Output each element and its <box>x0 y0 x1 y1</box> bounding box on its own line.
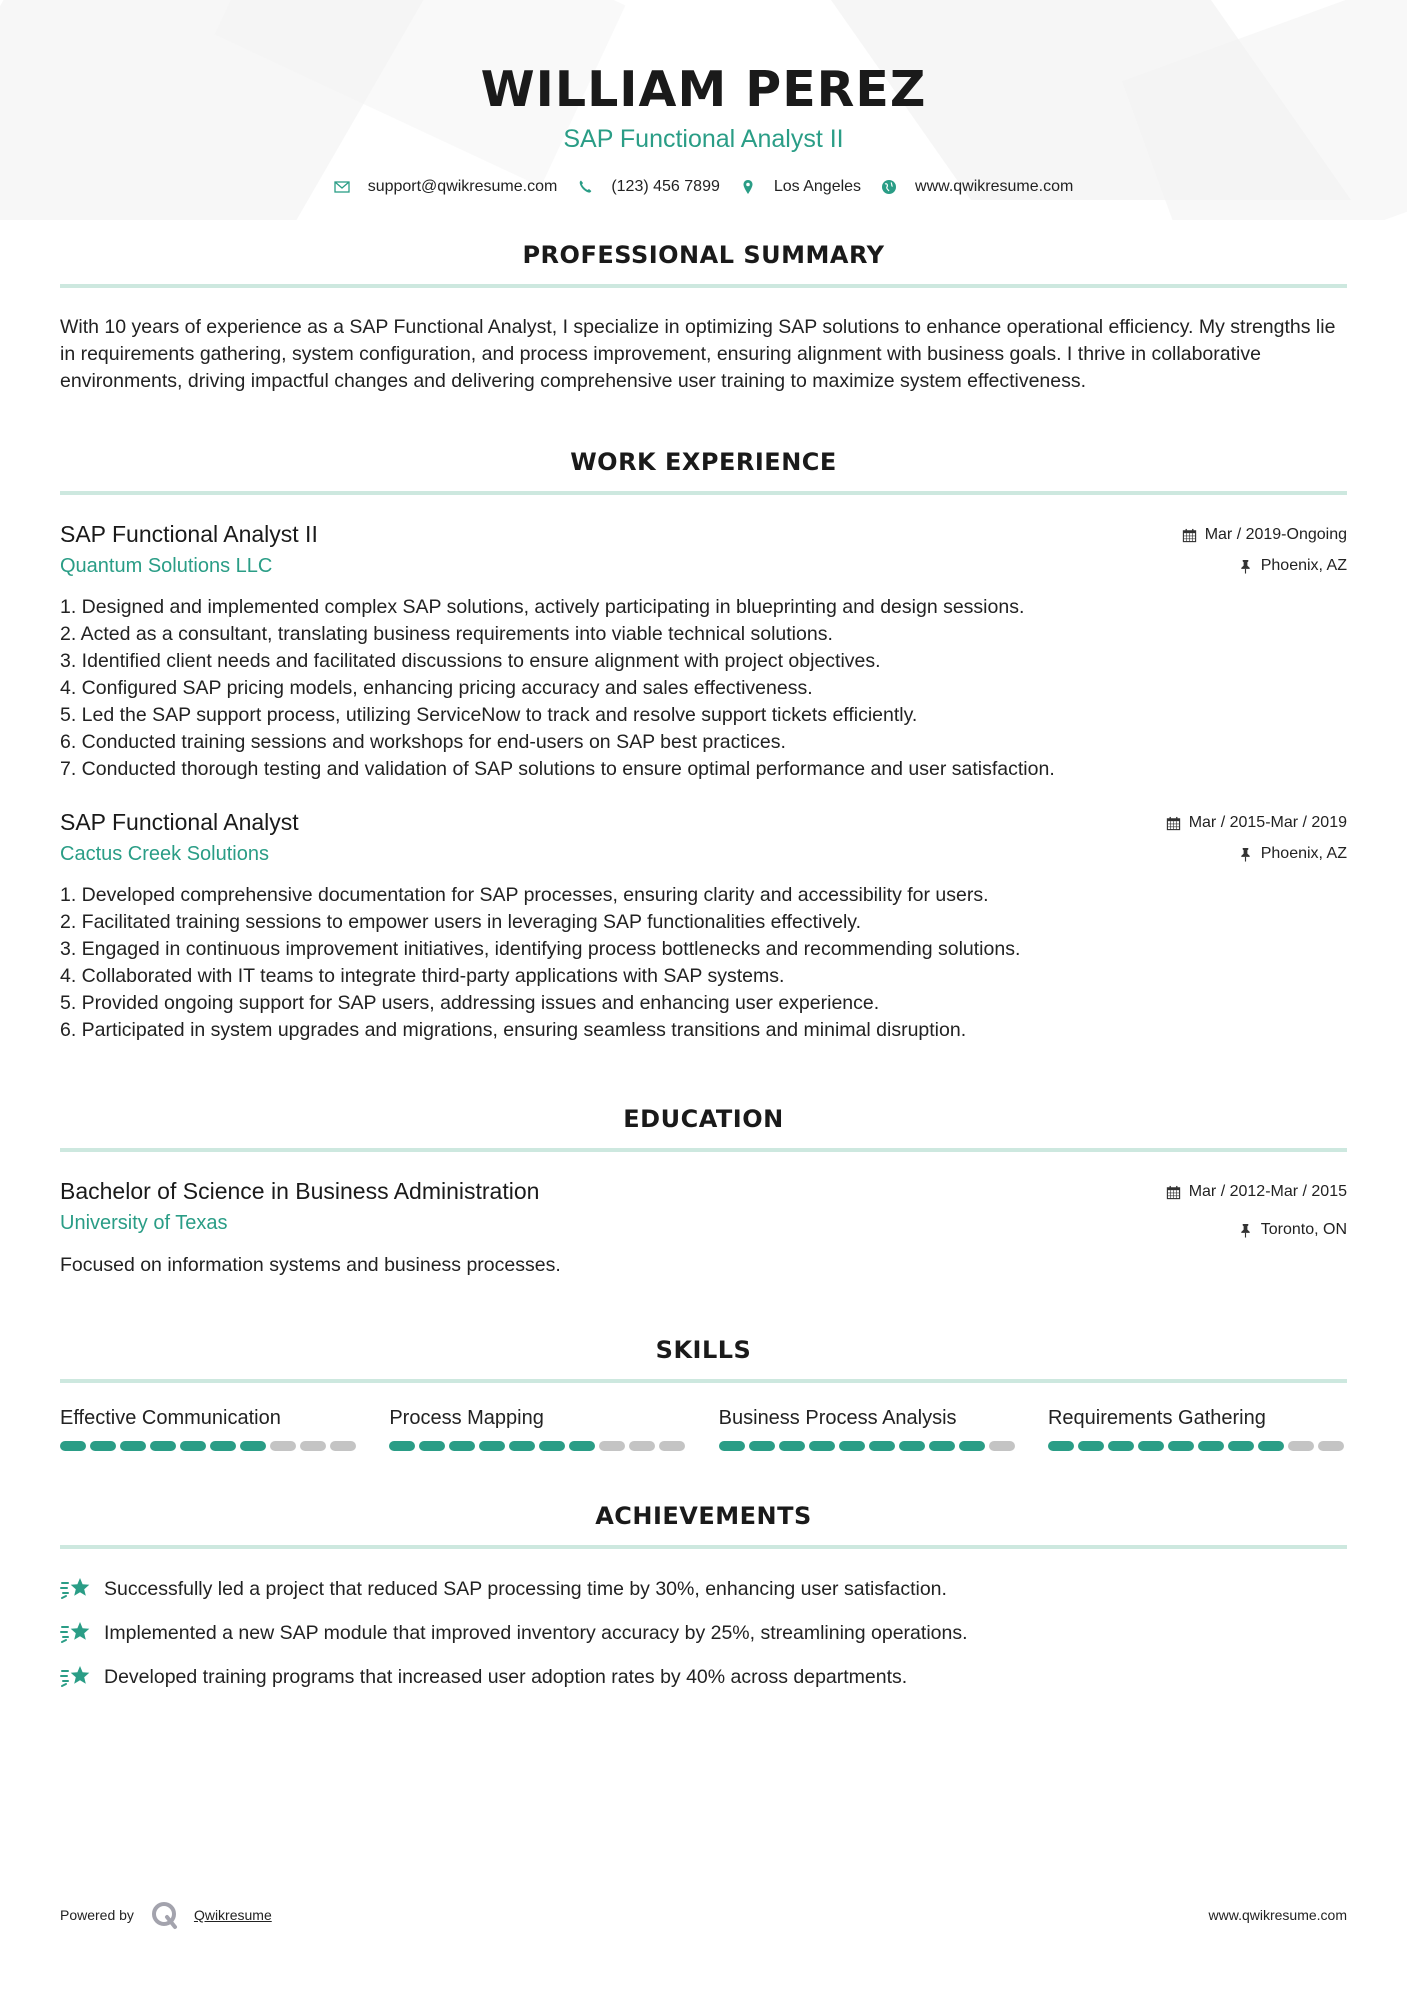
section-title-summary: PROFESSIONAL SUMMARY <box>522 241 885 269</box>
skill-dot <box>150 1441 176 1451</box>
skill-dot <box>1108 1441 1134 1451</box>
footer-website[interactable]: www.qwikresume.com <box>1208 1907 1347 1923</box>
job-entry <box>60 807 1347 1044</box>
skill-dot <box>869 1441 895 1451</box>
section-title-achievements: ACHIEVEMENTS <box>595 1502 812 1530</box>
skill-dot <box>899 1441 925 1451</box>
skill-dot <box>509 1441 535 1451</box>
job-bullet: 5. Provided ongoing support for SAP users, addressing issues and enhancing user experience. <box>60 992 880 1014</box>
section-divider <box>60 1379 1347 1383</box>
calendar-icon <box>1166 816 1181 831</box>
education-header <box>60 1176 1347 1240</box>
job-company: Quantum Solutions LLC <box>60 555 273 577</box>
contact-phone[interactable] <box>577 178 720 196</box>
skill-dot <box>60 1441 86 1451</box>
qwikresume-link[interactable]: Qwikresume <box>193 1907 272 1923</box>
powered-by <box>60 1900 272 1930</box>
skill-dot <box>659 1441 685 1451</box>
job-location: Phoenix, AZ <box>1260 557 1347 574</box>
envelope-icon <box>334 179 350 195</box>
shooting-star-icon <box>60 1575 92 1603</box>
skill-dot <box>120 1441 146 1451</box>
skill-dot <box>959 1441 985 1451</box>
globe-icon <box>881 179 897 195</box>
summary-text: With 10 years of experience as a SAP Functional Analyst, I specialize in optimizing SAP solutions to enhance operational efficiency. My strengths lie in requirements gathering, system configuration, and process improvement, ensuring alignment with business goals. I thrive in collaborative environments, driving impactful changes and delivering comprehensive user training to maximize system effectiveness. <box>60 316 1336 392</box>
skill-dot <box>1198 1441 1224 1451</box>
calendar-icon <box>1166 1185 1181 1200</box>
job-bullets <box>60 882 1347 1044</box>
map-pin-icon <box>740 179 756 195</box>
skills-grid <box>60 1405 1347 1451</box>
section-divider <box>60 284 1347 288</box>
skill-dot <box>180 1441 206 1451</box>
achievement-item <box>60 1655 1347 1699</box>
skill-name: Business Process Analysis <box>718 1407 957 1429</box>
skill-name: Process Mapping <box>389 1407 544 1429</box>
education-entry <box>60 1176 1347 1279</box>
job-header <box>60 807 1347 868</box>
skill-dot <box>449 1441 475 1451</box>
skill-dot <box>839 1441 865 1451</box>
skill-rating <box>719 1441 1018 1451</box>
skill-item <box>389 1405 688 1451</box>
skill-dot <box>330 1441 356 1451</box>
job-bullet: 2. Acted as a consultant, translating business requirements into viable technical solutions. <box>60 623 833 645</box>
section-title-education: EDUCATION <box>623 1105 784 1133</box>
job-title: SAP Functional Analyst <box>60 809 299 835</box>
skill-dot <box>240 1441 266 1451</box>
contact-website[interactable] <box>881 178 1073 196</box>
job-location: Phoenix, AZ <box>1260 845 1347 862</box>
section-divider <box>60 491 1347 495</box>
education-meta <box>1166 1176 1347 1240</box>
skill-dot <box>1048 1441 1074 1451</box>
section-title-experience: WORK EXPERIENCE <box>570 448 837 476</box>
skill-dot <box>479 1441 505 1451</box>
experience-section <box>60 447 1347 1044</box>
skill-dot <box>270 1441 296 1451</box>
job-bullet: 7. Conducted thorough testing and validation of SAP solutions to ensure optimal performance and user satisfaction. <box>60 758 1055 780</box>
contact-email-text: support@qwikresume.com <box>367 178 558 195</box>
summary-section <box>60 240 1347 395</box>
skill-dot <box>210 1441 236 1451</box>
skill-dot <box>1078 1441 1104 1451</box>
skill-dot <box>929 1441 955 1451</box>
contact-phone-text: (123) 456 7899 <box>611 178 720 195</box>
skill-dot <box>569 1441 595 1451</box>
job-bullet: 1. Developed comprehensive documentation for SAP processes, ensuring clarity and accessibility for users. <box>60 884 989 906</box>
skills-section <box>60 1335 1347 1451</box>
qwikresume-logo-icon <box>150 1900 180 1930</box>
achievement-text: Successfully led a project that reduced SAP processing time by 30%, enhancing user satisfaction. <box>104 1577 947 1600</box>
job-bullet: 5. Led the SAP support process, utilizing ServiceNow to track and resolve support tickets efficiently. <box>60 704 918 726</box>
job-bullet: 6. Participated in system upgrades and migrations, ensuring seamless transitions and minimal disruption. <box>60 1019 967 1041</box>
contact-email[interactable] <box>334 178 558 196</box>
powered-by-label: Powered by <box>60 1907 134 1923</box>
candidate-name: WILLIAM PEREZ <box>480 61 927 118</box>
achievement-text: Implemented a new SAP module that improved inventory accuracy by 25%, streamlining operations. <box>104 1621 968 1644</box>
calendar-icon <box>1182 528 1197 543</box>
contact-location <box>740 178 861 196</box>
skill-dot <box>419 1441 445 1451</box>
job-bullet: 3. Engaged in continuous improvement initiatives, identifying process bottlenecks and recommending solutions. <box>60 938 1021 960</box>
achievement-text: Developed training programs that increased user adoption rates by 40% across departments. <box>104 1665 908 1688</box>
job-bullet: 2. Facilitated training sessions to empower users in leveraging SAP functionalities effectively. <box>60 911 861 933</box>
job-meta <box>1182 519 1347 576</box>
contact-row <box>60 178 1347 196</box>
job-bullet: 6. Conducted training sessions and workshops for end-users on SAP best practices. <box>60 731 786 753</box>
job-title: SAP Functional Analyst II <box>60 521 318 547</box>
job-bullet: 1. Designed and implemented complex SAP solutions, actively participating in blueprinting and design sessions. <box>60 596 1025 618</box>
shooting-star-icon <box>60 1663 92 1691</box>
skill-item <box>719 1405 1018 1451</box>
skill-dot <box>389 1441 415 1451</box>
pushpin-icon <box>1238 1223 1253 1238</box>
pushpin-icon <box>1238 559 1253 574</box>
section-divider <box>60 1148 1347 1152</box>
skill-dot <box>1168 1441 1194 1451</box>
candidate-role: SAP Functional Analyst II <box>563 125 844 153</box>
skill-item <box>60 1405 359 1451</box>
skill-dot <box>779 1441 805 1451</box>
job-dates: Mar / 2019-Ongoing <box>1204 526 1347 543</box>
contact-website-text: www.qwikresume.com <box>915 178 1074 195</box>
education-section <box>60 1104 1347 1279</box>
job-bullet: 4. Configured SAP pricing models, enhancing pricing accuracy and sales effectiveness. <box>60 677 813 699</box>
skill-dot <box>599 1441 625 1451</box>
skill-rating <box>389 1441 688 1451</box>
skill-dot <box>1318 1441 1344 1451</box>
phone-icon <box>577 179 593 195</box>
skill-dot <box>989 1441 1015 1451</box>
job-meta <box>1166 807 1347 864</box>
achievements-list <box>60 1567 1347 1699</box>
skill-name: Effective Communication <box>60 1407 281 1429</box>
job-bullet: 4. Collaborated with IT teams to integrate third-party applications with SAP systems. <box>60 965 785 987</box>
skill-dot <box>719 1441 745 1451</box>
pushpin-icon <box>1238 847 1253 862</box>
job-bullet: 3. Identified client needs and facilitated discussions to ensure alignment with project objectives. <box>60 650 881 672</box>
skill-dot <box>90 1441 116 1451</box>
education-dates: Mar / 2012-Mar / 2015 <box>1188 1183 1347 1200</box>
skill-dot <box>629 1441 655 1451</box>
achievements-section <box>60 1501 1347 1699</box>
education-description: Focused on information systems and business processes. <box>60 1254 561 1276</box>
skill-name: Requirements Gathering <box>1047 1407 1266 1429</box>
job-header <box>60 519 1347 580</box>
skill-rating <box>60 1441 359 1451</box>
skill-dot <box>1258 1441 1284 1451</box>
job-company: Cactus Creek Solutions <box>60 843 269 865</box>
skill-dot <box>809 1441 835 1451</box>
degree-title: Bachelor of Science in Business Administration <box>60 1178 540 1204</box>
skill-item <box>1048 1405 1347 1451</box>
skill-dot <box>1228 1441 1254 1451</box>
achievement-item <box>60 1567 1347 1611</box>
job-entry <box>60 519 1347 783</box>
job-dates: Mar / 2015-Mar / 2019 <box>1188 814 1347 831</box>
achievement-item <box>60 1611 1347 1655</box>
skill-dot <box>1138 1441 1164 1451</box>
skill-rating <box>1048 1441 1347 1451</box>
section-title-skills: SKILLS <box>655 1336 752 1364</box>
contact-location-text: Los Angeles <box>773 178 862 195</box>
section-divider <box>60 1545 1347 1549</box>
skill-dot <box>300 1441 326 1451</box>
school-name: University of Texas <box>60 1212 228 1234</box>
skill-dot <box>1288 1441 1314 1451</box>
skill-dot <box>539 1441 565 1451</box>
education-location: Toronto, ON <box>1260 1221 1347 1238</box>
job-bullets <box>60 594 1347 783</box>
skill-dot <box>749 1441 775 1451</box>
shooting-star-icon <box>60 1619 92 1647</box>
resume-header <box>60 0 1347 196</box>
page-footer <box>60 1900 1347 1930</box>
